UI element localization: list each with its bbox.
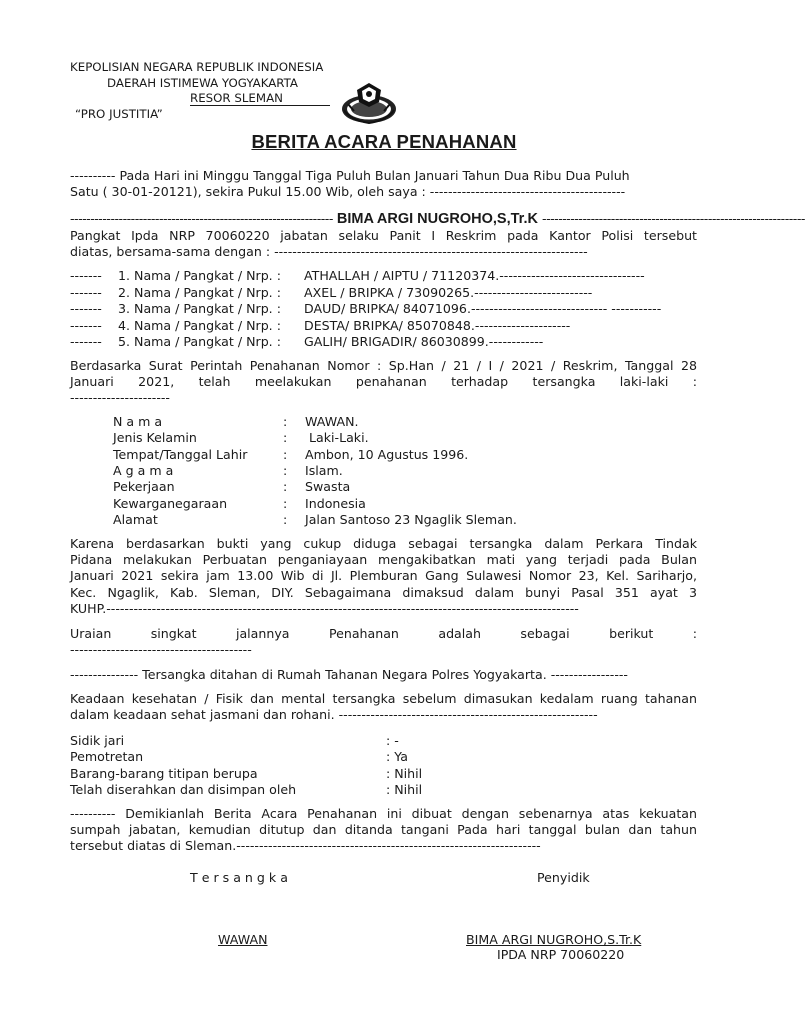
- health-paragraph: [70, 691, 697, 723]
- forensics-row: [70, 766, 422, 782]
- forensics-value: : Nihil: [386, 781, 423, 797]
- suspect-field-colon: :: [283, 495, 288, 511]
- suspect-field-row: [113, 463, 343, 479]
- suspect-field-colon: :: [283, 414, 288, 429]
- suspect-role-label: T e r s a n g k a: [190, 870, 288, 885]
- forensics-label: Sidik jari: [70, 733, 125, 748]
- officer-dash-left: -----------------------------------------------------------------: [70, 211, 333, 226]
- team-prefix: -------: [70, 284, 102, 300]
- detention-line: --------------- Tersangka ditahan di Rumah Tahanan Negara Polres Yogyakarta. -----------------: [70, 667, 628, 682]
- motto: “PRO JUSTITIA”: [75, 106, 163, 121]
- closing-paragraph: [70, 806, 697, 855]
- forensics-value: : Nihil: [386, 765, 423, 781]
- forensics-row: [70, 749, 408, 765]
- opening-line-1: ---------- Pada Hari ini Minggu Tanggal Tiga Puluh Bulan Januari Tahun Dua Ribu Dua Puluh: [70, 168, 630, 183]
- suspect-field-row: [113, 496, 366, 512]
- team-value: ATHALLAH / AIPTU / 71120374.--------------------------------: [304, 268, 645, 283]
- suspect-field-value: WAWAN.: [305, 414, 359, 429]
- closing-line-3: tersebut diatas di Sleman.-------------------------------------------------------------------: [70, 838, 541, 854]
- team-prefix: -------: [70, 301, 102, 316]
- team-value: DESTA/ BRIPKA/ 85070848.---------------------: [304, 317, 571, 333]
- suspect-field-row: [113, 430, 369, 446]
- suspect-field-colon: :: [283, 462, 288, 478]
- officer-rank-line-1: Pangkat Ipda NRP 70060220 jabatan selaku Panit I Reskrim pada Kantor Polisi tersebut: [70, 228, 697, 243]
- reason-paragraph: [70, 536, 697, 617]
- officer-rank-line-2: diatas, bersama-sama dengan : ---------------------------------------------------------------------: [70, 244, 588, 260]
- org-line-3: RESOR SLEMAN: [70, 91, 330, 107]
- summary-paragraph: [70, 626, 697, 658]
- suspect-field-value: Swasta: [305, 479, 351, 495]
- team-member-row: [70, 301, 661, 317]
- officer-dash-right: -----------------------------------------------------------------: [542, 211, 805, 226]
- suspect-field-colon: :: [283, 479, 288, 495]
- closing-line-1: ---------- Demikianlah Berita Acara Penahanan ini dibuat dengan sebenarnya atas kekuatan: [70, 806, 697, 821]
- officer-name: BIMA ARGI NUGROHO,S,Tr.K: [336, 211, 539, 227]
- investigator-id: IPDA NRP 70060220: [497, 947, 625, 962]
- police-emblem-icon: [340, 80, 398, 126]
- document-title: BERITA ACARA PENAHANAN: [251, 131, 517, 152]
- investigator-signature-name: BIMA ARGI NUGROHO,S.Tr.K: [466, 932, 642, 947]
- team-label: 3. Nama / Pangkat / Nrp. :: [118, 301, 281, 316]
- forensics-label: Barang-barang titipan berupa: [70, 765, 258, 781]
- investigator-role-label: Penyidik: [537, 870, 590, 885]
- officer-heading: [70, 211, 805, 227]
- reason-line-1: Karena berdasarkan bukti yang cukup diduga sebagai tersangka dalam Perkara Tindak: [70, 536, 697, 551]
- team-label: 5. Nama / Pangkat / Nrp. :: [118, 334, 281, 349]
- org-line-2: DAERAH ISTIMEWA YOGYAKARTA: [107, 75, 298, 90]
- suspect-field-label: A g a m a: [113, 462, 174, 478]
- team-value: AXEL / BRIPKA / 73090265.--------------------------: [304, 284, 593, 300]
- team-prefix: -------: [70, 317, 102, 333]
- forensics-value: : Ya: [386, 749, 408, 765]
- team-prefix: -------: [70, 334, 102, 349]
- reason-line-3: Januari 2021 sekira jam 13.00 Wib di Jl. Plemburan Gang Sulawesi Nomor 23, Kel. Sariharjo,: [70, 568, 697, 584]
- suspect-field-value: Jalan Santoso 23 Ngaglik Sleman.: [305, 511, 517, 527]
- suspect-field-colon: :: [283, 430, 288, 446]
- team-label: 1. Nama / Pangkat / Nrp. :: [118, 268, 281, 283]
- suspect-field-label: Alamat: [113, 511, 158, 527]
- reason-line-2: Pidana melakukan Perbuatan penganiayaan mengakibatkan mati yang terjadi pada Bulan: [70, 552, 697, 568]
- health-line-2: dalam keadaan sehat jasmani dan rohani. ---------------------------------------------------------: [70, 707, 598, 723]
- suspect-field-value: Indonesia: [305, 495, 366, 511]
- opening-line-2: Satu ( 30-01-20121), sekira Pukul 15.00 Wib, oleh saya : -------------------------------------------: [70, 184, 626, 199]
- summary-line-1: Uraian singkat jalannya Penahanan adalah sebagai berikut :: [70, 626, 697, 641]
- suspect-field-value: Ambon, 10 Agustus 1996.: [305, 446, 469, 462]
- summary-line-2: ----------------------------------------: [70, 642, 252, 658]
- forensics-value: : -: [386, 733, 399, 748]
- suspect-field-row: [113, 447, 468, 463]
- basis-line-2: Januari 2021, telah meelakukan penahanan terhadap tersangka laki-laki :: [70, 374, 697, 390]
- suspect-field-value: Laki-Laki.: [305, 430, 369, 446]
- reason-line-4: Kec. Ngaglik, Kab. Sleman, DIY. Sebagaimana dimaksud dalam bunyi Pasal 351 ayat 3: [70, 584, 697, 600]
- team-label: 4. Nama / Pangkat / Nrp. :: [118, 317, 281, 333]
- suspect-field-value: Islam.: [305, 462, 343, 478]
- suspect-field-label: Tempat/Tanggal Lahir: [113, 446, 248, 462]
- basis-line-3: ----------------------: [70, 390, 170, 406]
- basis-line-1: Berdasarka Surat Perintah Penahanan Nomor : Sp.Han / 21 / I / 2021 / Reskrim, Tanggal 28: [70, 358, 697, 373]
- team-member-row: [70, 318, 570, 334]
- team-value: DAUD/ BRIPKA/ 84071096.------------------------------ -----------: [304, 301, 662, 316]
- suspect-field-colon: :: [283, 511, 288, 527]
- suspect-field-label: N a m a: [113, 414, 163, 429]
- forensics-label: Telah diserahkan dan disimpan oleh: [70, 781, 297, 797]
- suspect-field-label: Jenis Kelamin: [113, 430, 197, 446]
- letterhead: [70, 60, 330, 122]
- team-label: 2. Nama / Pangkat / Nrp. :: [118, 284, 281, 300]
- suspect-field-row: [113, 414, 359, 430]
- basis-paragraph: [70, 358, 697, 407]
- team-value: GALIH/ BRIGADIR/ 86030899.------------: [304, 334, 544, 349]
- org-line-1: KEPOLISIAN NEGARA REPUBLIK INDONESIA: [70, 60, 324, 74]
- suspect-field-label: Kewarganegaraan: [113, 495, 228, 511]
- forensics-row: [70, 733, 399, 749]
- suspect-field-row: [113, 479, 350, 495]
- suspect-field-row: [113, 512, 517, 528]
- reason-line-5: KUHP.--------------------------------------------------------------------------------------------------------: [70, 600, 579, 616]
- team-prefix: -------: [70, 268, 102, 283]
- team-member-row: [70, 334, 543, 350]
- forensics-label: Pemotretan: [70, 749, 144, 765]
- suspect-field-label: Pekerjaan: [113, 479, 175, 495]
- closing-line-2: sumpah jabatan, kemudian ditutup dan ditanda tangani Pada hari tanggal bulan dan tahun: [70, 822, 697, 838]
- suspect-field-colon: :: [283, 446, 288, 462]
- officer-rank-paragraph: [70, 228, 697, 260]
- suspect-signature-name: WAWAN: [218, 932, 268, 947]
- health-line-1: Keadaan kesehatan / Fisik dan mental tersangka sebelum dimasukan kedalam ruang tahanan: [70, 691, 697, 706]
- team-member-row: [70, 268, 645, 284]
- team-member-row: [70, 285, 592, 301]
- forensics-row: [70, 782, 422, 798]
